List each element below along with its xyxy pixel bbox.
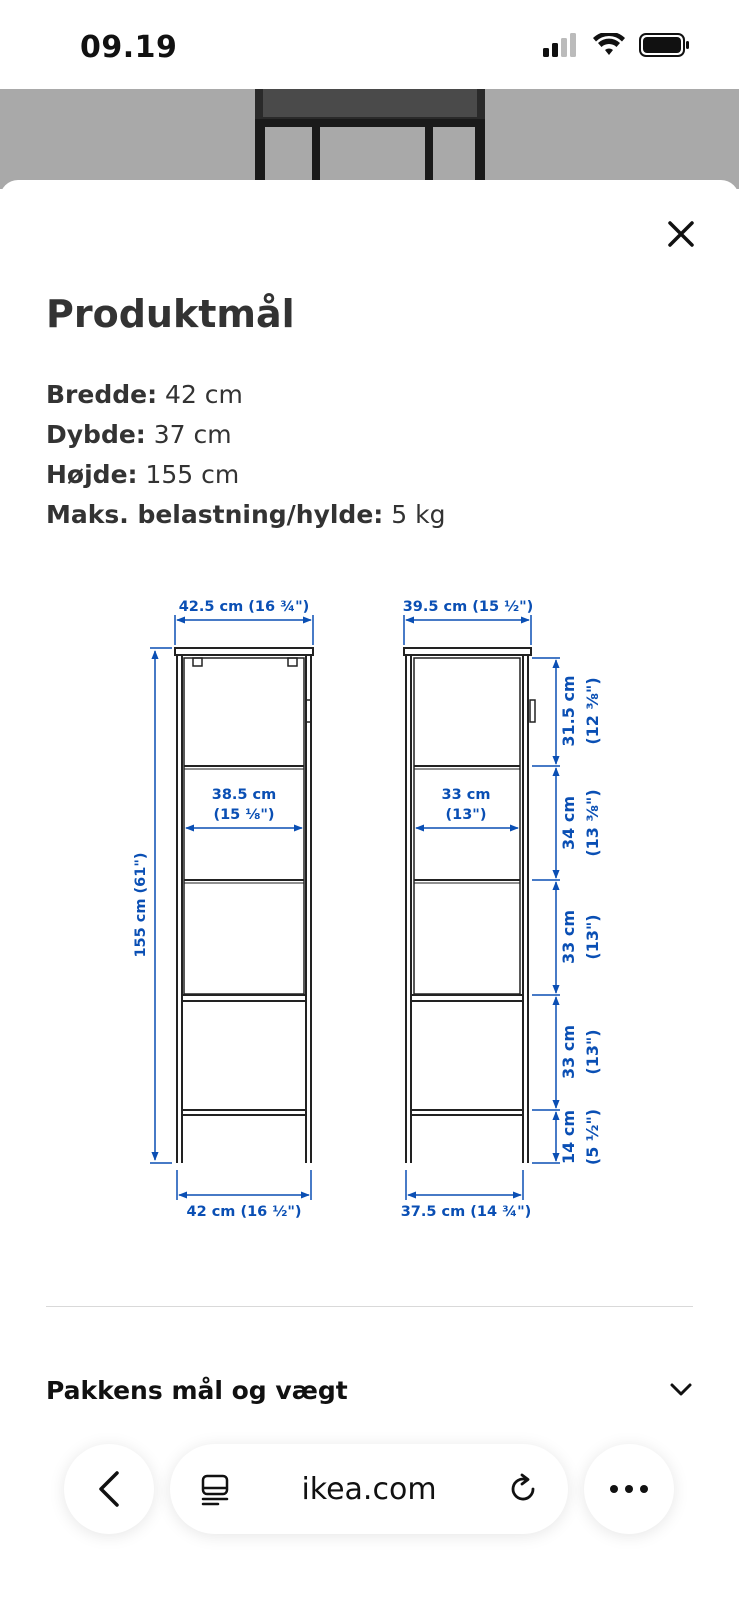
- chevron-down-icon: [669, 1382, 693, 1398]
- side-top-width-label: 39.5 cm (15 ½"): [402, 599, 534, 615]
- shelf-height-5-in: (5 ½"): [583, 1108, 602, 1166]
- status-icons: [543, 33, 691, 57]
- front-view: [175, 648, 313, 1163]
- shelf-height-2-cm: 34 cm: [559, 796, 578, 850]
- front-height-label: 155 cm (61"): [133, 852, 149, 958]
- reload-icon[interactable]: [506, 1472, 540, 1506]
- shelf-height-4-in: (13"): [583, 1029, 602, 1075]
- shelf-height-3-in: (13"): [583, 914, 602, 960]
- shelf-height-2-in: (13 ⅜"): [583, 789, 602, 857]
- front-top-width-label: 42.5 cm (16 ¾"): [178, 599, 310, 615]
- shelf-height-5-cm: 14 cm: [559, 1110, 578, 1164]
- close-icon: [666, 219, 696, 249]
- signal-icon: [543, 33, 579, 57]
- dimension-diagram: [120, 585, 690, 1225]
- shelf-height-1-cm: 31.5 cm: [559, 675, 578, 747]
- product-image-peek: [0, 89, 739, 189]
- spec-list: [46, 375, 445, 535]
- accordion-label: Pakkens mål og vægt: [46, 1375, 348, 1405]
- spec-width: Bredde: 42 cm: [46, 380, 243, 409]
- shelf-height-4-cm: 33 cm: [559, 1025, 578, 1079]
- front-inner-width-label-1: 38.5 cm: [211, 787, 277, 803]
- package-dimensions-accordion[interactable]: [46, 1370, 693, 1410]
- divider: [46, 1306, 693, 1307]
- browser-toolbar: [0, 1440, 739, 1600]
- side-inner-depth-label-2: (13"): [445, 807, 487, 823]
- back-button[interactable]: [64, 1444, 154, 1534]
- more-button[interactable]: [584, 1444, 674, 1534]
- spec-height: Højde: 155 cm: [46, 460, 240, 489]
- battery-icon: [639, 33, 691, 57]
- url-text: ikea.com: [301, 1472, 437, 1507]
- side-view: [404, 648, 535, 1163]
- spec-depth: Dybde: 37 cm: [46, 420, 232, 449]
- front-inner-width-label-2: (15 ⅛"): [213, 807, 275, 823]
- side-bottom-width-label: 37.5 cm (14 ¾"): [400, 1204, 532, 1220]
- front-bottom-width-label: 42 cm (16 ½"): [186, 1204, 302, 1220]
- status-bar: [0, 0, 739, 90]
- wifi-icon: [593, 33, 625, 57]
- cabinet-image: [0, 89, 739, 189]
- status-time: 09.19: [80, 30, 178, 65]
- chevron-left-icon: [97, 1470, 121, 1508]
- side-inner-depth-label-1: 33 cm: [441, 787, 491, 803]
- spec-max-load: Maks. belastning/hylde: 5 kg: [46, 500, 446, 529]
- page-title: Produktmål: [46, 292, 295, 336]
- shelf-height-1-in: (12 ⅜"): [583, 677, 602, 745]
- close-button[interactable]: [661, 214, 701, 254]
- more-icon: [609, 1484, 649, 1494]
- address-bar[interactable]: [170, 1444, 568, 1534]
- shelf-height-3-cm: 33 cm: [559, 910, 578, 964]
